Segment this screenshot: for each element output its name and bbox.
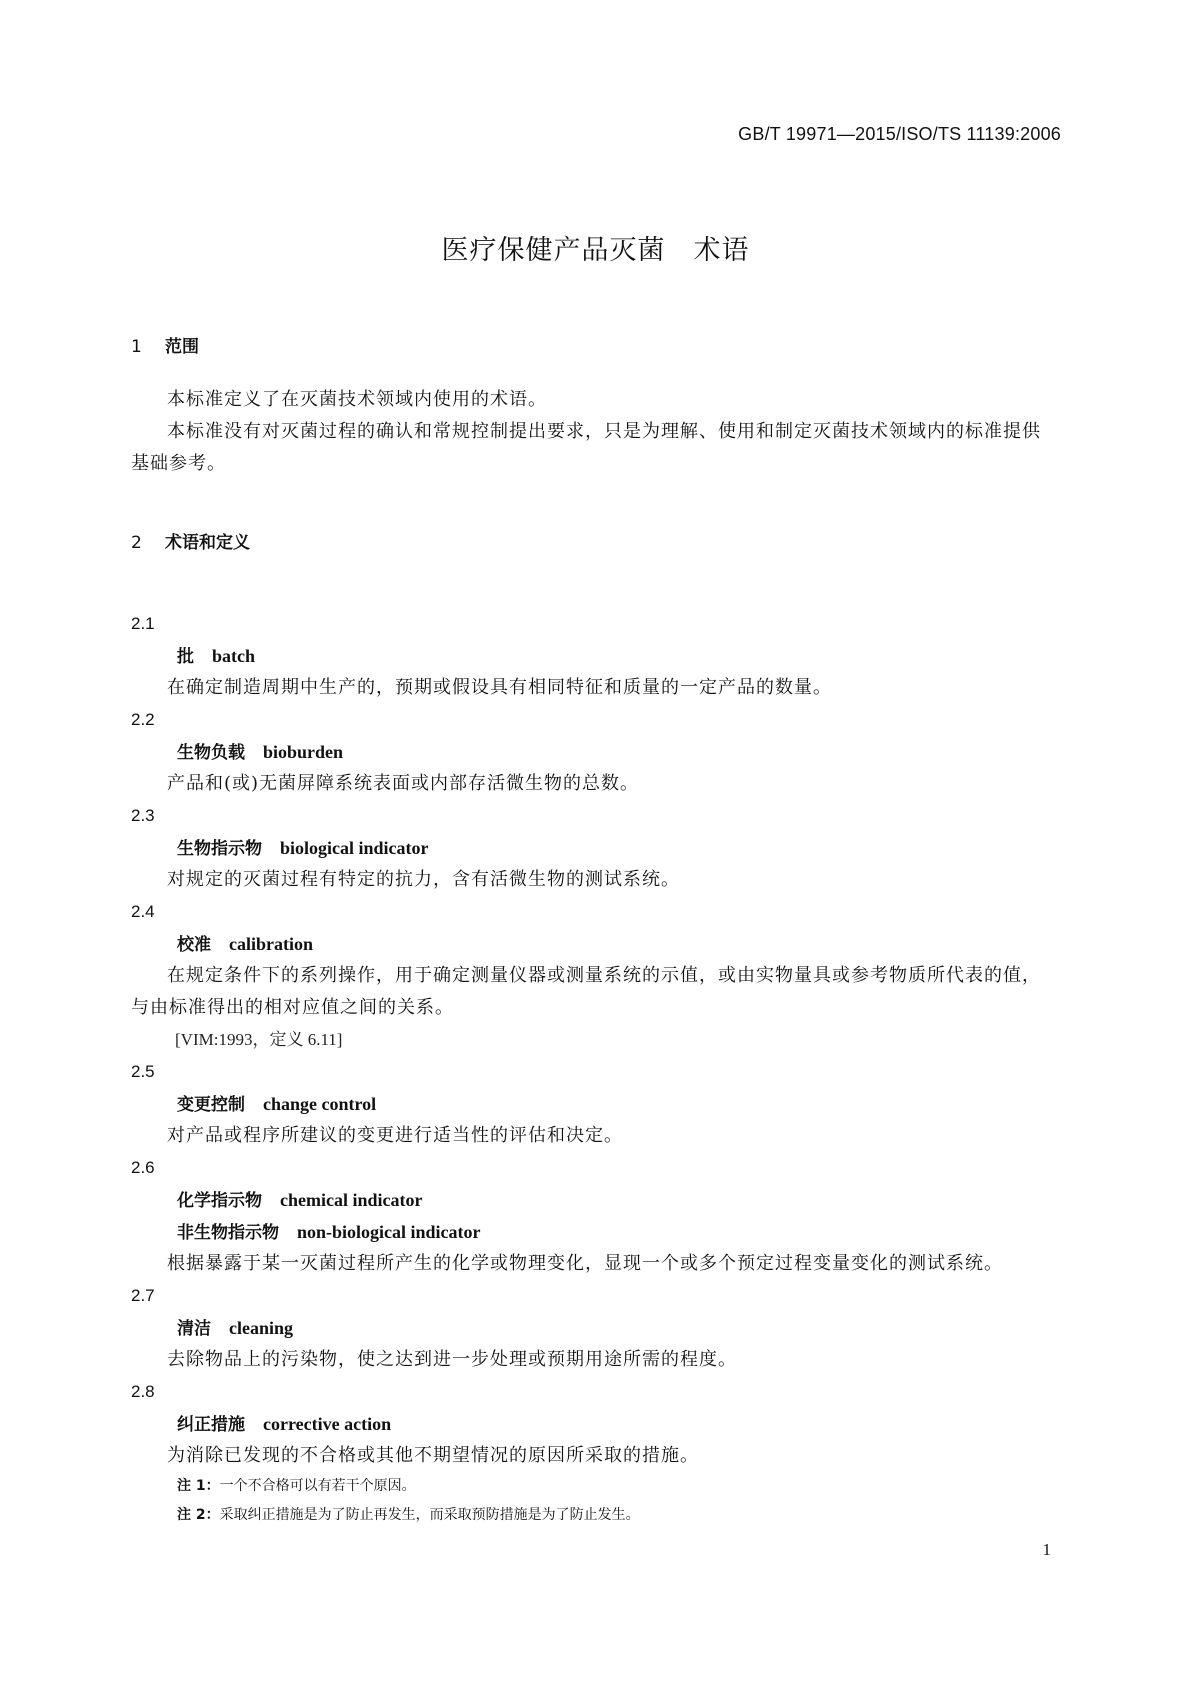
term-number: 2.7 [131,1286,155,1305]
scope-paragraph: 本标准没有对灭菌过程的确认和常规控制提出要求，只是为理解、使用和制定灭菌技术领域内的标准提供基础参考。 [131,421,1041,474]
term-zh: 生物指示物 [177,839,262,859]
term-number: 2.1 [131,614,155,633]
term-definition: 对规定的灭菌过程有特定的抗力，含有活微生物的测试系统。 [167,869,680,890]
note-label: 注 2： [177,1507,220,1523]
note-text: 采取纠正措施是为了防止再发生，而采取预防措施是为了防止发生。 [219,1507,640,1523]
term-heading [131,1184,1059,1216]
term-number: 2.4 [131,902,155,921]
term-definition: 在确定制造周期中生产的，预期或假设具有相同特征和质量的一定产品的数量。 [167,677,832,698]
term-definition: 对产品或程序所建议的变更进行适当性的评估和决定。 [167,1125,623,1146]
page-number: 1 [1042,1540,1051,1559]
section-title: 范围 [165,337,199,357]
term-zh: 生物负载 [177,743,245,763]
note [131,1472,1059,1501]
term-zh: 非生物指示物 [177,1223,279,1243]
term-number: 2.6 [131,1158,155,1177]
document-title: 医疗保健产品灭菌 术语 [441,235,750,266]
section-1-heading [131,330,1059,364]
term-reference: [VIM:1993，定义 6.11] [175,1030,343,1049]
document-body [131,330,1059,1530]
term-number: 2.2 [131,710,155,729]
term-heading [131,736,1059,768]
term-heading [131,1088,1059,1120]
term-heading [131,928,1059,960]
standard-code: GB/T 19971—2015/ISO/TS 11139:2006 [738,124,1061,144]
section-number: 1 [131,337,142,357]
note-text: 一个不合格可以有若干个原因。 [219,1478,416,1494]
term-heading [131,1312,1059,1344]
term-definition: 去除物品上的污染物，使之达到进一步处理或预期用途所需的程度。 [167,1349,737,1370]
term-en: bioburden [263,742,344,762]
term-synonym-heading [131,1216,1059,1248]
term-en: non-biological indicator [297,1222,481,1242]
section-2-heading [131,526,1059,560]
term-zh: 批 [177,647,194,667]
term-definition: 产品和(或)无菌屏障系统表面或内部存活微生物的总数。 [167,773,640,794]
term-definition: 在规定条件下的系列操作，用于确定测量仪器或测量系统的示值，或由实物量具或参考物质所代表的值，与由标准得出的相对应值之间的关系。 [131,965,1041,1018]
term-number: 2.5 [131,1062,155,1081]
term-zh: 校准 [177,935,211,955]
term-heading [131,1408,1059,1440]
term-definition: 为消除已发现的不合格或其他不期望情况的原因所采取的措施。 [167,1445,699,1466]
term-heading [131,832,1059,864]
term-en: cleaning [229,1318,294,1338]
term-definition: 根据暴露于某一灭菌过程所产生的化学或物理变化，显现一个或多个预定过程变量变化的测试系统。 [167,1253,1003,1274]
term-heading [131,640,1059,672]
term-number: 2.8 [131,1382,155,1401]
term-en: corrective action [263,1414,392,1434]
term-zh: 纠正措施 [177,1415,245,1435]
scope-paragraph: 本标准定义了在灭菌技术领域内使用的术语。 [167,389,547,410]
term-en: batch [212,646,256,666]
term-en: calibration [229,934,313,954]
term-en: biological indicator [280,838,429,858]
term-zh: 清洁 [177,1319,211,1339]
term-en: chemical indicator [280,1190,423,1210]
section-number: 2 [131,533,142,553]
term-en: change control [263,1094,377,1114]
note [131,1501,1059,1530]
note-label: 注 1： [177,1478,220,1494]
term-zh: 化学指示物 [177,1191,262,1211]
term-zh: 变更控制 [177,1095,245,1115]
term-number: 2.3 [131,806,155,825]
section-title: 术语和定义 [165,533,250,553]
